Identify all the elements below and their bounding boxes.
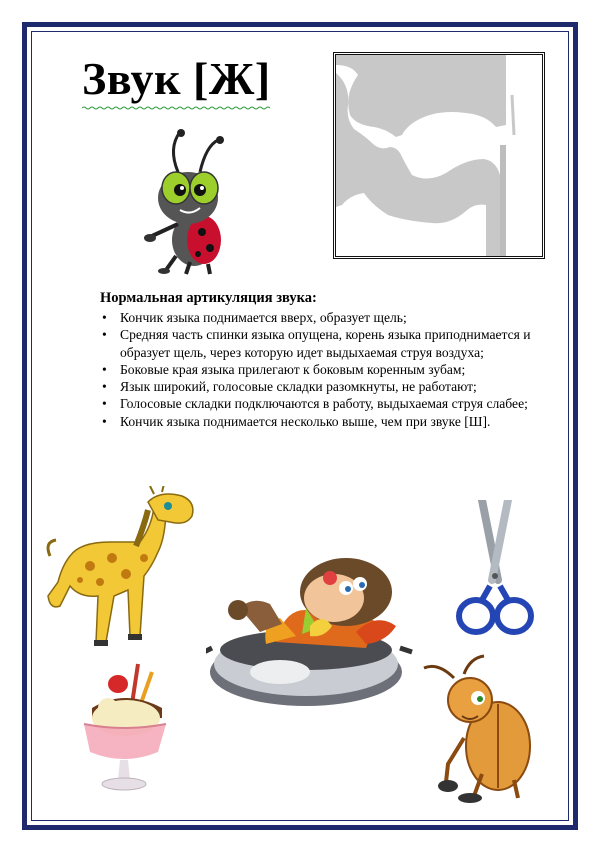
hedgehog-in-pot-illustration — [206, 552, 416, 708]
list-item: • Язык широкий, голосовые складки разомкнуты, не работают; — [102, 379, 477, 395]
articulation-profile-diagram — [336, 55, 542, 256]
page-title: Звук [Ж] — [82, 53, 271, 104]
articulation-diagram-frame — [333, 52, 545, 259]
beetle-illustration — [418, 654, 542, 804]
ice-cream-illustration — [78, 662, 170, 794]
giraffe-illustration — [40, 486, 200, 652]
articulation-list — [100, 309, 560, 430]
list-item: • Кончик языка поднимается несколько выше, чем при звуке [Ш]. — [102, 413, 491, 429]
list-item: • Голосовые складки подключаются в работу, выдыхаемая струя слабее; — [102, 396, 528, 412]
list-item: • Боковые края языка прилегают к боковым коренным зубам; — [102, 361, 466, 377]
scissors-illustration — [452, 500, 536, 640]
list-item: • Средняя часть спинки языка опущена, корень языка приподнимается и образует щель, через которую идет выдыхаемая струя воздуха; — [102, 327, 531, 360]
articulation-heading: Нормальная артикуляция звука: — [100, 290, 317, 306]
list-item: • Кончик языка поднимается вверх, образует щель; — [102, 310, 407, 325]
ladybug-illustration — [138, 128, 238, 276]
spellcheck-underline — [82, 106, 272, 110]
